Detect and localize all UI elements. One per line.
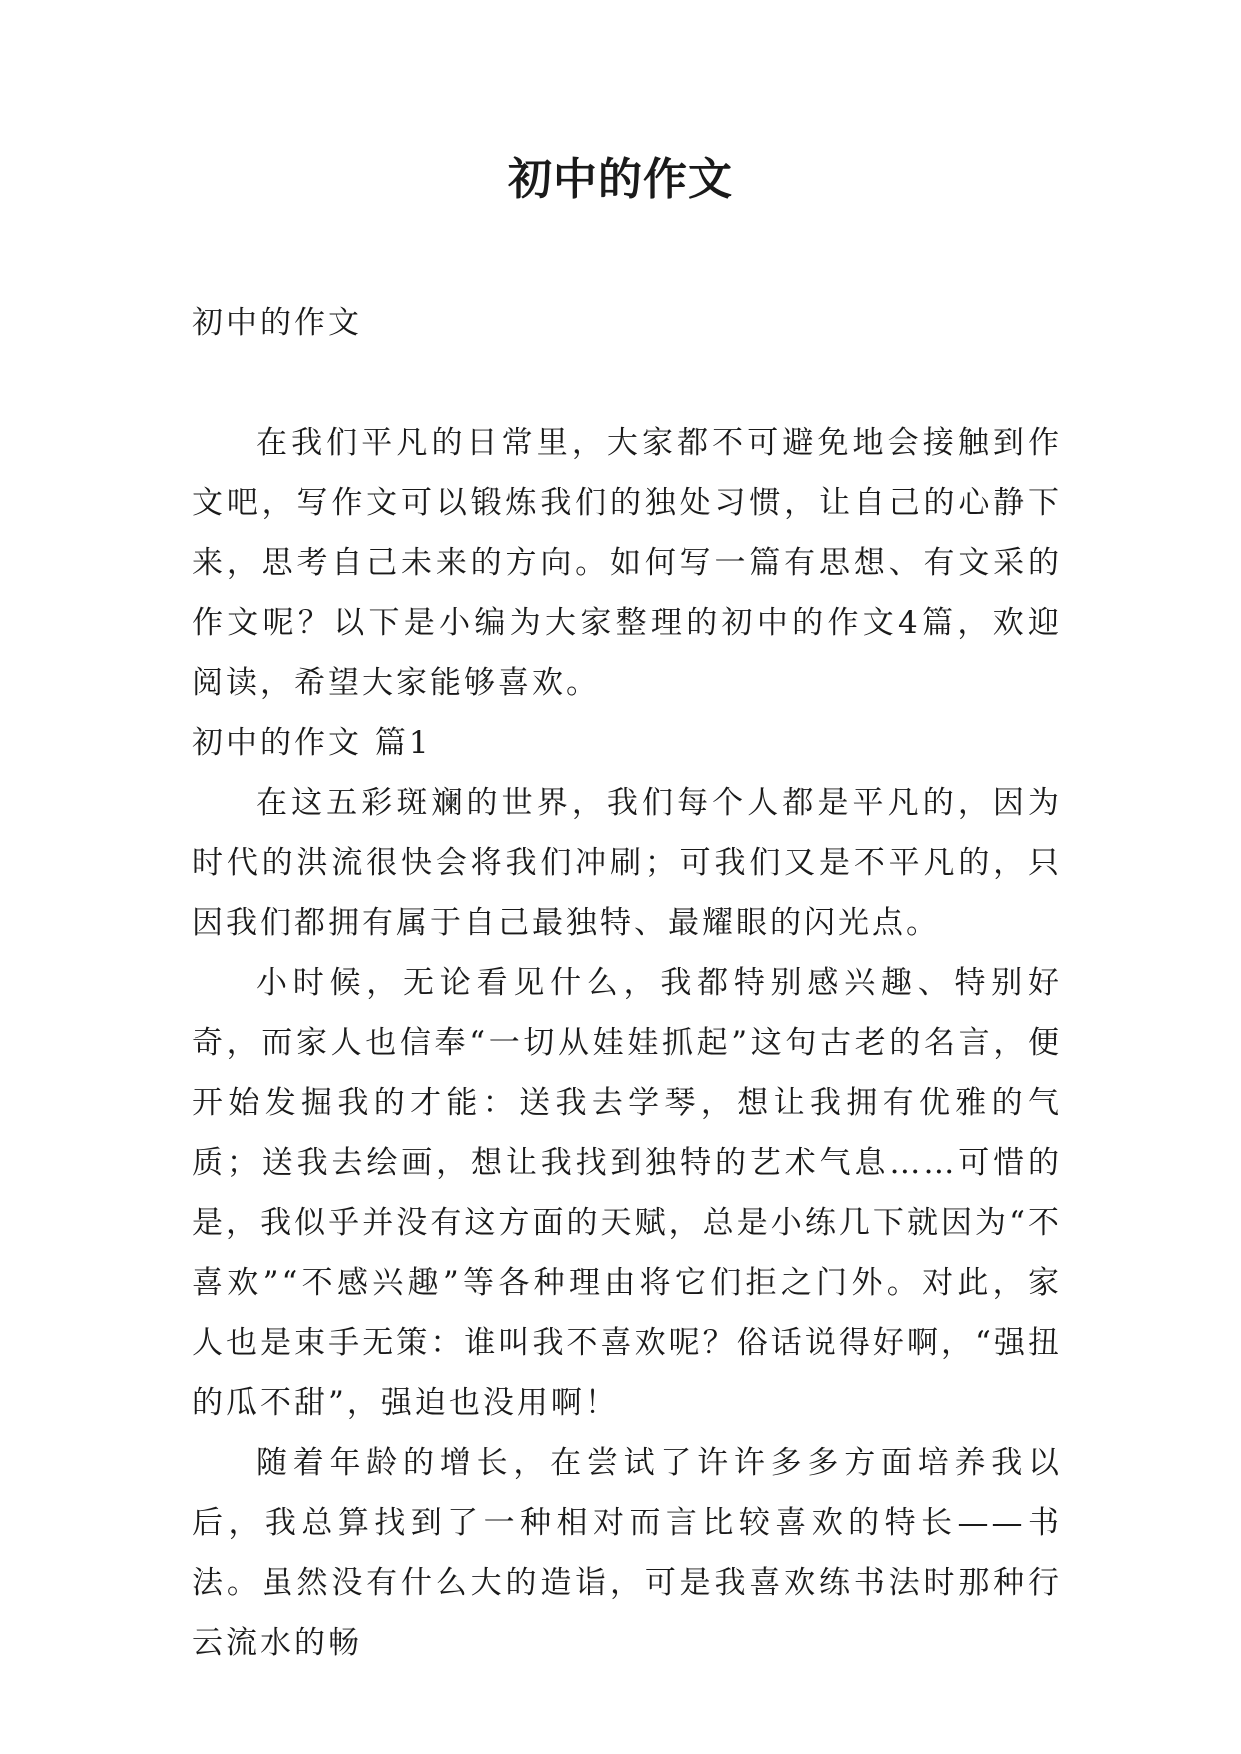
intro-paragraph: 在我们平凡的日常里，大家都不可避免地会接触到作文吧，写作文可以锻炼我们的独处习惯，让自己的心静下来，思考自己未来的方向。如何写一篇有思想、有文采的作文呢？以下是小编为大家整理的初中的作文4篇，欢迎阅读，希望大家能够喜欢。 [192, 425, 1062, 701]
body-paragraph-2: 小时候，无论看见什么，我都特别感兴趣、特别好奇，而家人也信奉“一切从娃娃抓起”这句古老的名言，便开始发掘我的才能：送我去学琴，想让我拥有优雅的气质；送我去绘画，想让我找到独特的艺术气息……可惜的是，我似乎并没有这方面的天赋，总是小练几下就因为“不喜欢”“不感兴趣”等各种理由将它们拒之门外。对此，家人也是束手无策：谁叫我不喜欢呢？俗话说得好啊，“强扭的瓜不甜”，强迫也没用啊！ [192, 965, 1062, 1421]
document-title: 初中的作文 [508, 154, 733, 205]
blank-line [192, 353, 1062, 413]
section-heading: 初中的作文 篇1 [192, 725, 432, 761]
body-paragraph-3: 随着年龄的增长，在尝试了许许多多方面培养我以后，我总算找到了一种相对而言比较喜欢的特长——书法。虽然没有什么大的造诣，可是我喜欢练书法时那种行云流水的畅 [192, 1445, 1062, 1661]
document-subtitle: 初中的作文 [192, 305, 362, 341]
body-paragraph-1: 在这五彩斑斓的世界，我们每个人都是平凡的，因为时代的洪流很快会将我们冲刷；可我们又是不平凡的，只因我们都拥有属于自己最独特、最耀眼的闪光点。 [192, 785, 1062, 941]
document-body [192, 293, 1062, 1673]
